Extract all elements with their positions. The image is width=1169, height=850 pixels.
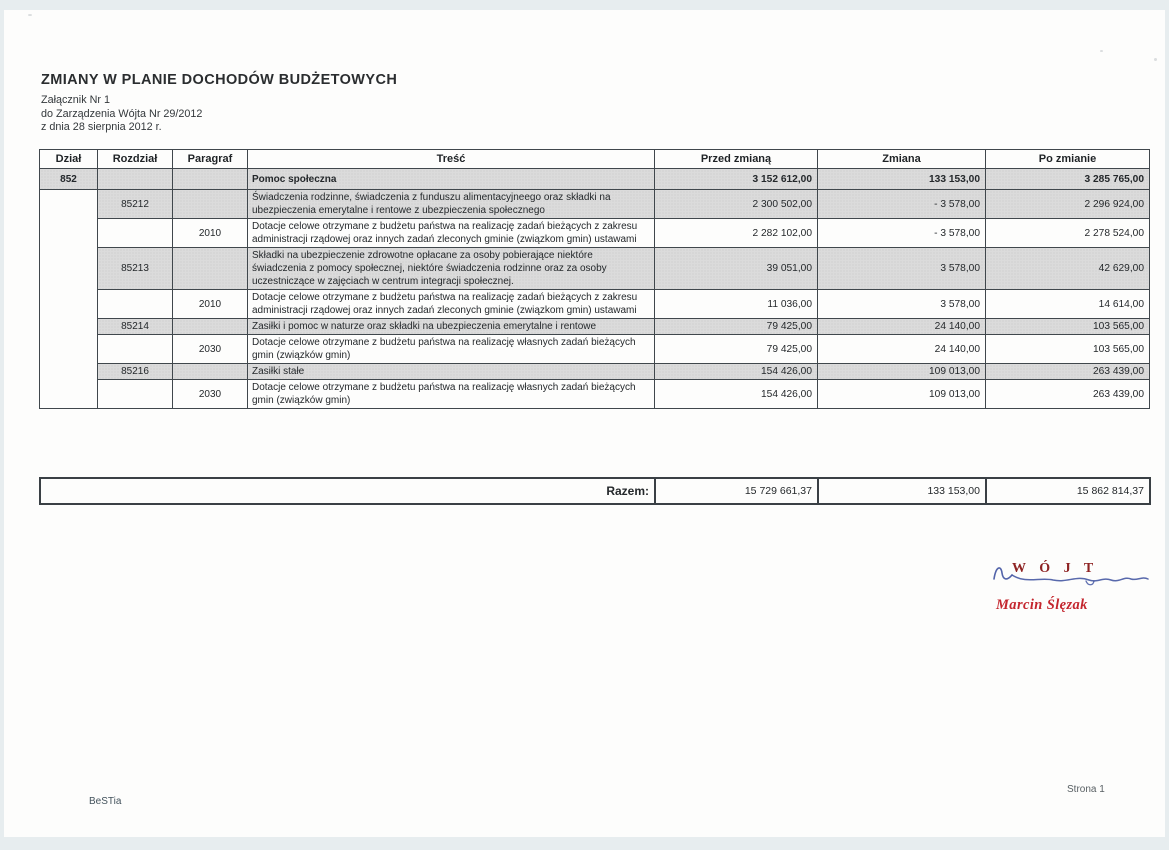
cell-paragraf: 2030 bbox=[173, 380, 248, 409]
cell-zmiana: - 3 578,00 bbox=[818, 190, 986, 219]
mayor-stamp-text: W Ó J T bbox=[1012, 561, 1099, 576]
cell-tresc: Dotacje celowe otrzymane z budżetu państwa na realizację zadań bieżących z zakresu administracji rządowej oraz innych zadań zleconych gminie (związkom gmin) ustawami bbox=[248, 290, 655, 319]
cell-po: 3 285 765,00 bbox=[986, 169, 1150, 190]
cell-tresc: Dotacje celowe otrzymane z budżetu państwa na realizację zadań bieżących z zakresu administracji rządowej oraz innych zadań zleconych gminie (związkom gmin) ustawami bbox=[248, 219, 655, 248]
cell-tresc: Pomoc społeczna bbox=[248, 169, 655, 190]
cell-przed: 11 036,00 bbox=[655, 290, 818, 319]
cell-tresc: Dotacje celowe otrzymane z budżetu państwa na realizację własnych zadań bieżących gmin (związków gmin) bbox=[248, 380, 655, 409]
cell-po: 14 614,00 bbox=[986, 290, 1150, 319]
cell-przed: 154 426,00 bbox=[655, 364, 818, 380]
cell-po: 2 296 924,00 bbox=[986, 190, 1150, 219]
attachment-line: Załącznik Nr 1 bbox=[41, 94, 110, 106]
cell-rozdzial bbox=[98, 335, 173, 364]
totals-przed: 15 729 661,37 bbox=[655, 478, 818, 504]
table-row bbox=[40, 335, 1150, 364]
footer-page-number: Strona 1 bbox=[1067, 784, 1105, 795]
cell-dzial-merged bbox=[40, 190, 98, 409]
col-header-dzial: Dział bbox=[40, 150, 98, 169]
cell-rozdzial bbox=[98, 169, 173, 190]
totals-row bbox=[39, 477, 1151, 505]
cell-paragraf: 2010 bbox=[173, 290, 248, 319]
table-header-row bbox=[40, 150, 1150, 169]
scanned-page bbox=[4, 10, 1165, 837]
totals-label: Razem: bbox=[40, 478, 655, 504]
cell-po: 103 565,00 bbox=[986, 319, 1150, 335]
date-line: z dnia 28 sierpnia 2012 r. bbox=[41, 121, 162, 133]
table-row bbox=[40, 219, 1150, 248]
totals-zmiana: 133 153,00 bbox=[818, 478, 986, 504]
document-subtitles bbox=[41, 94, 202, 135]
signature-block bbox=[996, 559, 1169, 614]
table-row bbox=[40, 290, 1150, 319]
cell-tresc: Składki na ubezpieczenie zdrowotne opłacane za osoby pobierające niektóre świadczenia z pomocy społecznej, niektóre świadczenia rodzinne oraz za osoby uczestniczące w zajęciach w centrum integracji społecznej. bbox=[248, 248, 655, 290]
cell-zmiana: 24 140,00 bbox=[818, 335, 986, 364]
cell-rozdzial: 85214 bbox=[98, 319, 173, 335]
cell-po: 103 565,00 bbox=[986, 335, 1150, 364]
cell-tresc: Zasiłki stałe bbox=[248, 364, 655, 380]
col-header-przed: Przed zmianą bbox=[655, 150, 818, 169]
cell-paragraf: 2010 bbox=[173, 219, 248, 248]
cell-zmiana: 24 140,00 bbox=[818, 319, 986, 335]
cell-przed: 79 425,00 bbox=[655, 319, 818, 335]
cell-rozdzial: 85213 bbox=[98, 248, 173, 290]
cell-zmiana: 109 013,00 bbox=[818, 364, 986, 380]
scan-speck bbox=[1154, 58, 1157, 61]
cell-po: 263 439,00 bbox=[986, 380, 1150, 409]
totals-po: 15 862 814,37 bbox=[986, 478, 1150, 504]
cell-rozdzial: 85216 bbox=[98, 364, 173, 380]
totals-row-inner bbox=[40, 478, 1150, 504]
cell-dzial: 852 bbox=[40, 169, 98, 190]
page-title: ZMIANY W PLANIE DOCHODÓW BUDŻETOWYCH bbox=[41, 72, 398, 88]
table-row bbox=[40, 190, 1150, 219]
cell-zmiana: - 3 578,00 bbox=[818, 219, 986, 248]
scan-speck bbox=[1100, 50, 1103, 52]
cell-rozdzial bbox=[98, 219, 173, 248]
col-header-tresc: Treść bbox=[248, 150, 655, 169]
mayor-name: Marcin Ślęzak bbox=[996, 597, 1088, 613]
cell-zmiana: 3 578,00 bbox=[818, 290, 986, 319]
cell-zmiana: 109 013,00 bbox=[818, 380, 986, 409]
ordinance-line: do Zarządzenia Wójta Nr 29/2012 bbox=[41, 107, 203, 120]
table-row bbox=[40, 364, 1150, 380]
cell-paragraf bbox=[173, 190, 248, 219]
cell-rozdzial bbox=[98, 380, 173, 409]
cell-zmiana: 133 153,00 bbox=[818, 169, 986, 190]
cell-po: 42 629,00 bbox=[986, 248, 1150, 290]
cell-przed: 79 425,00 bbox=[655, 335, 818, 364]
cell-przed: 154 426,00 bbox=[655, 380, 818, 409]
cell-paragraf bbox=[173, 169, 248, 190]
cell-przed: 2 300 502,00 bbox=[655, 190, 818, 219]
scan-speck bbox=[28, 14, 32, 16]
cell-paragraf: 2030 bbox=[173, 335, 248, 364]
cell-rozdzial bbox=[98, 290, 173, 319]
cell-paragraf bbox=[173, 319, 248, 335]
cell-po: 263 439,00 bbox=[986, 364, 1150, 380]
cell-tresc: Zasiłki i pomoc w naturze oraz składki na ubezpieczenia emerytalne i rentowe bbox=[248, 319, 655, 335]
table-row bbox=[40, 248, 1150, 290]
col-header-paragraf: Paragraf bbox=[173, 150, 248, 169]
table-row bbox=[40, 319, 1150, 335]
col-header-po: Po zmianie bbox=[986, 150, 1150, 169]
mayor-stamp bbox=[996, 559, 1169, 581]
table-row bbox=[40, 169, 1150, 190]
cell-zmiana: 3 578,00 bbox=[818, 248, 986, 290]
budget-table bbox=[39, 149, 1150, 409]
cell-tresc: Dotacje celowe otrzymane z budżetu państwa na realizację własnych zadań bieżących gmin (związków gmin) bbox=[248, 335, 655, 364]
cell-po: 2 278 524,00 bbox=[986, 219, 1150, 248]
cell-rozdzial: 85212 bbox=[98, 190, 173, 219]
cell-paragraf bbox=[173, 248, 248, 290]
cell-przed: 3 152 612,00 bbox=[655, 169, 818, 190]
table-row bbox=[40, 380, 1150, 409]
cell-paragraf bbox=[173, 364, 248, 380]
footer-app-name: BeSTia bbox=[89, 796, 122, 807]
cell-tresc: Świadczenia rodzinne, świadczenia z funduszu alimentacyjneego oraz składki na ubezpieczenia emerytalne i rentowe z ubezpieczenia społecznego bbox=[248, 190, 655, 219]
cell-przed: 2 282 102,00 bbox=[655, 219, 818, 248]
cell-przed: 39 051,00 bbox=[655, 248, 818, 290]
col-header-rozdzial: Rozdział bbox=[98, 150, 173, 169]
col-header-zmiana: Zmiana bbox=[818, 150, 986, 169]
